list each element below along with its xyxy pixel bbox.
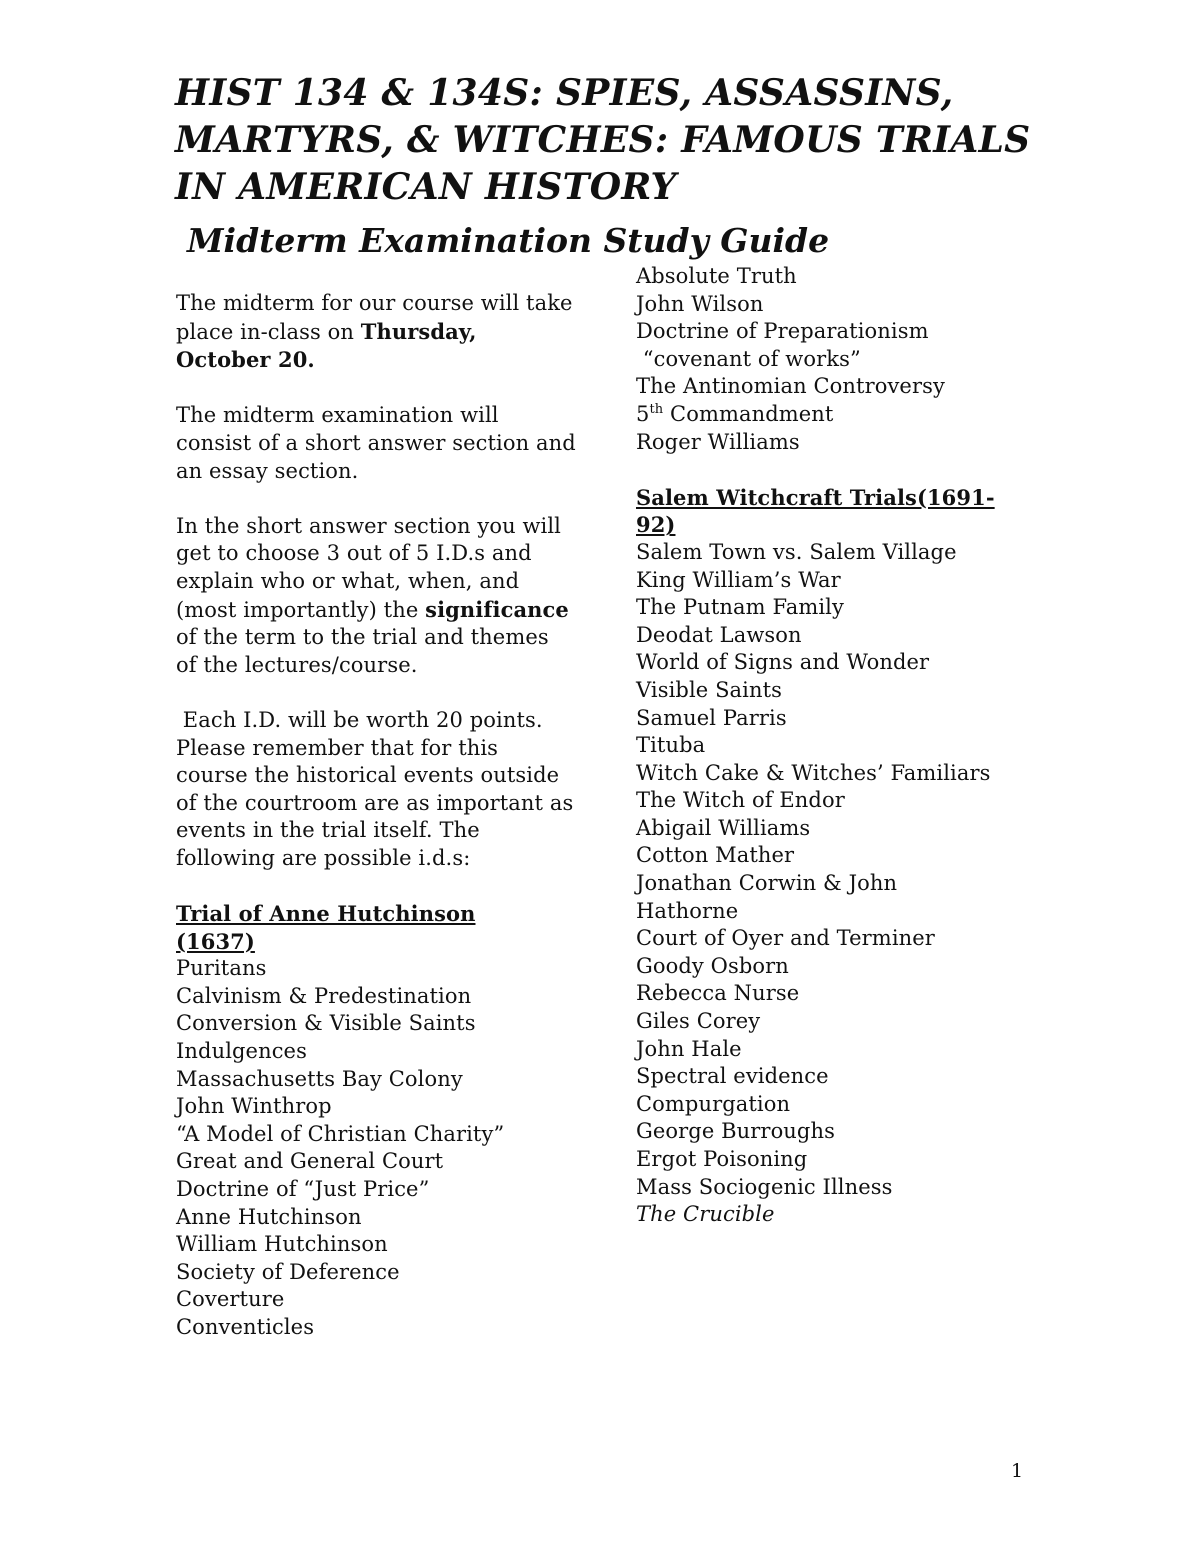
list-item: Cotton Mather [636,843,795,868]
list-item: Puritans [176,956,267,981]
list-item: Rebecca Nurse [636,981,800,1006]
list-item: Doctrine of “Just Price” [176,1177,430,1201]
intro-paragraph-points: Each I.D. will be worth 20 points. Please remember that for this course the historical events outside of the courtroom are as important as events in the trial itself. The following are possible i.d.s: [176,707,581,870]
list-item: Roger Williams [636,429,800,454]
list-item: Goody Osborn [636,953,789,978]
list-item: “covenant of works” [636,346,861,371]
list-item: Compurgation [636,1091,791,1116]
list-item: Absolute Truth [636,264,797,288]
intro-paragraph-short-answer [176,513,576,680]
right-column [636,263,1056,1229]
list-item: John Winthrop [176,1094,332,1119]
list-item: Anne Hutchinson [176,1204,362,1229]
list-item: Massachusetts Bay Colony [176,1066,463,1091]
list-item: John Wilson [636,291,764,316]
list-item: Abigail Williams [636,815,811,840]
list-item: Mass Sociogenic Illness [636,1174,893,1199]
commandment-ordinal: th [649,401,664,417]
list-item: Society of Deference [176,1259,400,1284]
list-item: Samuel Parris [636,705,787,730]
page-number: 1 [1011,1460,1024,1482]
list-item: The Putnam Family [636,595,844,620]
list-item: “A Model of Christian Charity” [176,1121,505,1146]
list-item: The Witch of Endor [636,788,845,813]
title-line: IN AMERICAN HISTORY [175,166,677,208]
significance-emphasis: significance [425,596,569,622]
list-item: Jonathan Corwin & John Hathorne [636,871,898,923]
list-item: Indulgences [176,1039,307,1064]
list-item: Giles Corey [636,1009,761,1034]
list-item [636,401,1056,429]
hutchinson-terms-list-continued [636,263,1056,456]
list-item: Ergot Poisoning [636,1147,808,1171]
intro-paragraph-date [176,290,576,375]
list-item: Witch Cake & Witches’ Familiars [636,760,991,785]
list-item: George Burroughs [636,1119,835,1144]
list-item: The Crucible [636,1202,775,1227]
salem-terms-list [636,539,1056,1229]
section-heading-salem: Salem Witchcraft Trials(1691-92) [636,484,995,538]
list-item: Conventicles [176,1314,315,1339]
left-column [176,290,581,1342]
list-item: The Antinomian Controversy [636,374,945,399]
list-item: Tituba [636,733,706,758]
list-item: Conversion & Visible Saints [176,1011,476,1036]
list-item: King William’s War [636,567,841,592]
list-item: Salem Town vs. Salem Village [636,539,957,564]
list-item: Deodat Lawson [636,622,802,647]
section-spacer [636,456,1056,484]
list-item: Great and General Court [176,1149,444,1174]
exam-date: Thursday, October 20. [176,318,477,373]
intro-text: The midterm for our course will take place in-class on [176,291,573,344]
intro-text: In the short answer section you will get to choose 3 out of 5 I.D.s and explain who or what, when, and (most importantly) the [176,513,561,622]
section-heading-hutchinson: Trial of Anne Hutchinson (1637) [176,901,476,954]
intro-text: of the term to the trial and themes of the lectures/course. [176,625,549,677]
list-item: Court of Oyer and Terminer [636,926,935,951]
document-title [175,70,1075,211]
list-item: Spectral evidence [636,1064,829,1089]
document-subtitle: Midterm Examination Study Guide [187,221,830,260]
title-line: HIST 134 & 134S: SPIES, ASSASSINS, [175,72,954,114]
list-item: Visible Saints [636,677,783,702]
commandment-number: 5 [636,401,650,426]
list-item: Doctrine of Preparationism [636,319,929,344]
list-item: Coverture [176,1287,285,1312]
list-item: John Hale [636,1036,742,1061]
intro-paragraph-format: The midterm examination will consist of a short answer section and an essay section. [176,403,576,483]
hutchinson-terms-list [176,955,576,1341]
commandment-text: Commandment [663,401,834,426]
title-line: MARTYRS, & WITCHES: FAMOUS TRIALS [175,119,1031,161]
list-item: World of Signs and Wonder [636,650,930,675]
list-item: William Hutchinson [176,1232,388,1257]
list-item: Calvinism & Predestination [176,983,472,1008]
